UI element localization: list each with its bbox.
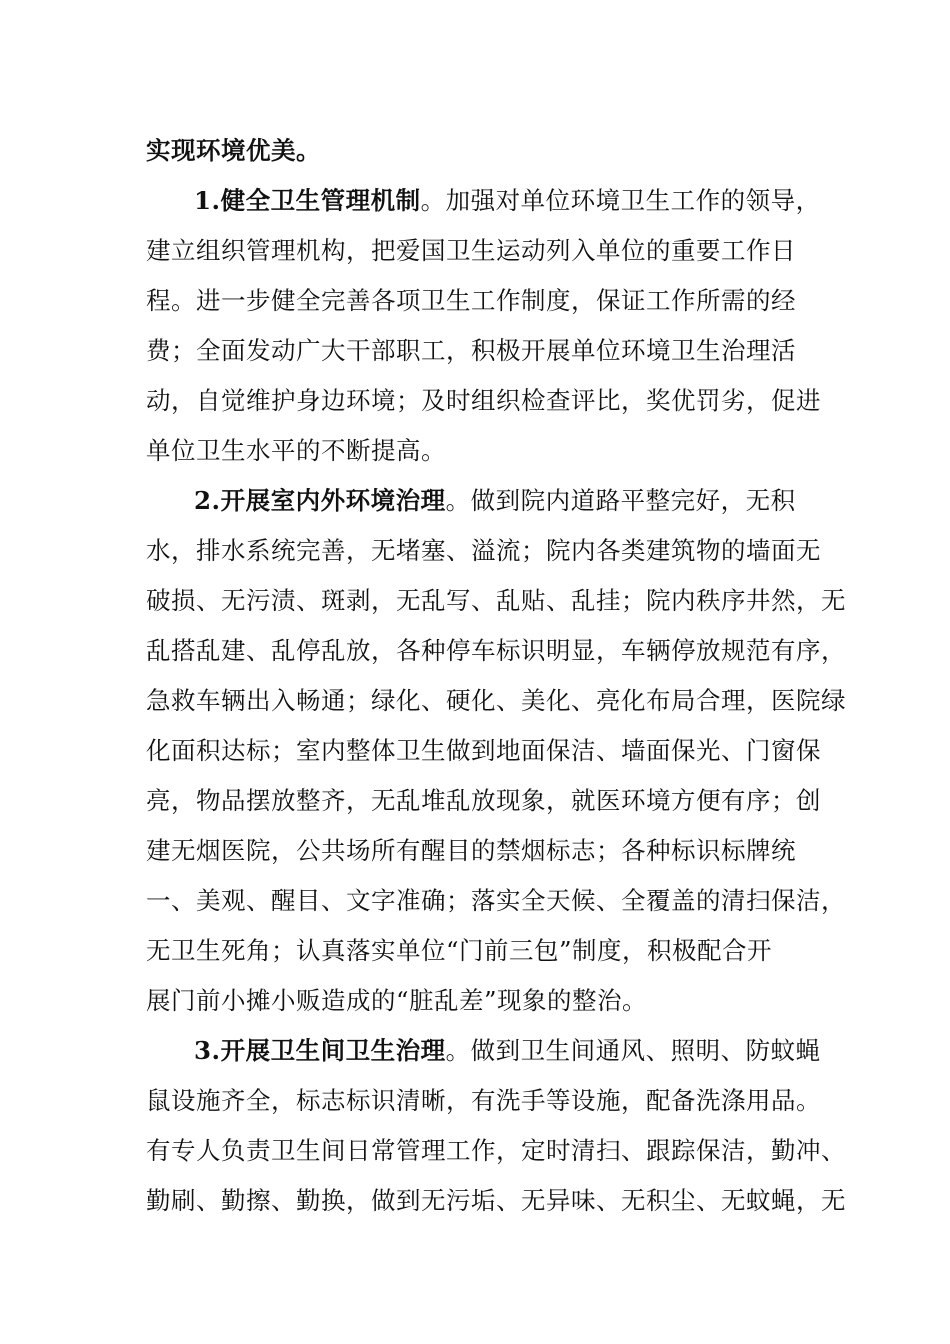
- paragraph-text: 建无烟医院，公共场所有醒目的禁烟标志；各种标识标牌统: [146, 836, 796, 865]
- text-line: [146, 326, 796, 376]
- paragraph-text: 展门前小摊小贩造成的“脏乱差”现象的整治。: [146, 986, 648, 1015]
- paragraph-text: 化面积达标；室内整体卫生做到地面保洁、墙面保光、门窗保: [146, 736, 821, 765]
- text-line: [194, 176, 821, 226]
- text-line: [146, 726, 821, 776]
- section-heading: 2.开展室内外环境治理: [194, 486, 446, 515]
- section-heading: 1.健全卫生管理机制: [194, 186, 421, 215]
- heading-fragment: 实现环境优美。: [146, 136, 321, 165]
- paragraph-text: 程。进一步健全完善各项卫生工作制度，保证工作所需的经: [146, 286, 796, 315]
- text-line: [146, 376, 821, 426]
- text-line: [146, 826, 796, 876]
- paragraph-text: 费；全面发动广大干部职工，积极开展单位环境卫生治理活: [146, 336, 796, 365]
- paragraph-text: 单位卫生水平的不断提高。: [146, 436, 446, 465]
- text-line: [146, 226, 796, 276]
- text-line: [146, 1176, 846, 1226]
- paragraph-text: 一、美观、醒目、文字准确；落实全天候、全覆盖的清扫保洁，: [146, 886, 846, 915]
- paragraph-text: 。做到院内道路平整完好，无积: [445, 486, 796, 515]
- text-line: [146, 676, 846, 726]
- paragraph-text: 。加强对单位环境卫生工作的领导，: [420, 186, 821, 215]
- text-line: [146, 276, 796, 326]
- paragraph-text: 乱搭乱建、乱停乱放，各种停车标识明显，车辆停放规范有序，: [146, 636, 846, 665]
- paragraph-text: 建立组织管理机构，把爱国卫生运动列入单位的重要工作日: [146, 236, 796, 265]
- paragraph-text: 。做到卫生间通风、照明、防蚊蝇: [445, 1036, 821, 1065]
- text-line: [146, 126, 321, 176]
- text-line: [146, 1126, 846, 1176]
- paragraph-text: 急救车辆出入畅通；绿化、硬化、美化、亮化布局合理，医院绿: [146, 686, 846, 715]
- text-line: [146, 576, 846, 626]
- text-line: [194, 1026, 821, 1076]
- paragraph-text: 动，自觉维护身边环境；及时组织检查评比，奖优罚劣，促进: [146, 386, 821, 415]
- text-line: [146, 876, 846, 926]
- text-line: [146, 926, 772, 976]
- text-line: [146, 1076, 821, 1126]
- paragraph-text: 破损、无污渍、斑剥，无乱写、乱贴、乱挂；院内秩序井然，无: [146, 586, 846, 615]
- paragraph-text: 鼠设施齐全，标志标识清晰，有洗手等设施，配备洗涤用品。: [146, 1086, 821, 1115]
- paragraph-text: 无卫生死角；认真落实单位“门前三包”制度，积极配合开: [146, 936, 773, 965]
- text-line: [146, 976, 647, 1026]
- text-line: [146, 626, 846, 676]
- paragraph-text: 水，排水系统完善，无堵塞、溢流；院内各类建筑物的墙面无: [146, 536, 821, 565]
- paragraph-text: 勤刷、勤擦、勤换，做到无污垢、无异味、无积尘、无蚊蝇，无: [146, 1186, 846, 1215]
- text-line: [146, 776, 821, 826]
- paragraph-text: 亮，物品摆放整齐，无乱堆乱放现象，就医环境方便有序；创: [146, 786, 821, 815]
- section-heading: 3.开展卫生间卫生治理: [194, 1036, 446, 1065]
- text-line: [146, 526, 821, 576]
- text-line: [146, 426, 446, 476]
- paragraph-text: 有专人负责卫生间日常管理工作，定时清扫、跟踪保洁，勤冲、: [146, 1136, 846, 1165]
- text-line: [194, 476, 796, 526]
